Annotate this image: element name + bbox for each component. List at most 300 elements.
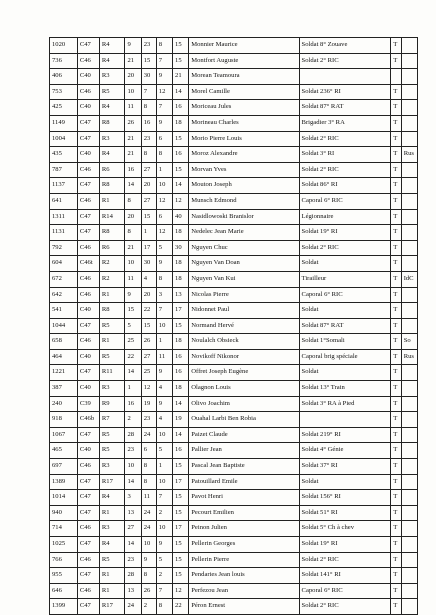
table-row <box>50 69 418 85</box>
origin-note-cell <box>401 303 417 319</box>
table-row <box>50 349 418 365</box>
value-b-cell: 4 <box>141 271 156 287</box>
value-c-cell: 9 <box>156 396 172 412</box>
value-c-cell: 10 <box>156 318 172 334</box>
value-d-cell: 18 <box>173 225 189 241</box>
rank-unit-cell: Soldat 8° Zouave <box>299 38 391 54</box>
soldier-name-cell: Morio Pierre Louis <box>189 131 299 147</box>
origin-note-cell <box>401 599 417 615</box>
soldier-name-cell: Normand Hervé <box>189 318 299 334</box>
value-c-cell: 7 <box>156 303 172 319</box>
t-mark-cell: T <box>391 521 401 537</box>
value-d-cell: 12 <box>173 583 189 599</box>
row-code-cell: R5 <box>99 552 125 568</box>
value-d-cell: 18 <box>173 271 189 287</box>
row-code-cell: R5 <box>99 84 125 100</box>
origin-note-cell <box>401 474 417 490</box>
t-mark-cell: T <box>391 552 401 568</box>
table-row <box>50 115 418 131</box>
row-code-cell: R5 <box>99 318 125 334</box>
value-c-cell: 9 <box>156 256 172 272</box>
row-code-cell: R11 <box>99 365 125 381</box>
value-b-cell: 27 <box>141 193 156 209</box>
rank-unit-cell: Soldat 219° RI <box>299 427 391 443</box>
rank-unit-cell: Soldat <box>299 474 391 490</box>
value-d-cell: 18 <box>173 115 189 131</box>
t-mark-cell: T <box>391 396 401 412</box>
row-code-cell: R6 <box>99 240 125 256</box>
t-mark-cell: T <box>391 443 401 459</box>
table-row <box>50 381 418 397</box>
cemetery-code-cell: C46 <box>77 84 99 100</box>
row-code-cell: R4 <box>99 53 125 69</box>
grave-number-cell: 541 <box>50 303 78 319</box>
cemetery-code-cell: C46 <box>77 162 99 178</box>
row-code-cell: R1 <box>99 568 125 584</box>
grave-number-cell: 714 <box>50 521 78 537</box>
soldier-name-cell: Morel Camille <box>189 84 299 100</box>
origin-note-cell <box>401 490 417 506</box>
rank-unit-cell: Soldat 87° RAT <box>299 318 391 334</box>
grave-number-cell: 1311 <box>50 209 78 225</box>
t-mark-cell: T <box>391 318 401 334</box>
row-code-cell: R17 <box>99 599 125 615</box>
rank-unit-cell: Soldat 2° RIC <box>299 240 391 256</box>
cemetery-code-cell: C47 <box>77 599 99 615</box>
grave-number-cell: 1067 <box>50 427 78 443</box>
value-b-cell: 6 <box>141 443 156 459</box>
table-row <box>50 334 418 350</box>
value-c-cell: 4 <box>156 381 172 397</box>
value-a-cell: 28 <box>125 568 141 584</box>
rank-unit-cell: Soldat 2° RIC <box>299 599 391 615</box>
origin-note-cell: So <box>401 334 417 350</box>
grave-number-cell: 1137 <box>50 178 78 194</box>
origin-note-cell <box>401 84 417 100</box>
grave-number-cell: 406 <box>50 69 78 85</box>
value-d-cell: 30 <box>173 240 189 256</box>
value-c-cell: 1 <box>156 162 172 178</box>
origin-note-cell <box>401 100 417 116</box>
cemetery-code-cell: C40 <box>77 100 99 116</box>
rank-unit-cell: Soldat <box>299 365 391 381</box>
soldier-name-cell: Nasidlowoski Branislor <box>189 209 299 225</box>
value-d-cell: 21 <box>173 69 189 85</box>
value-b-cell: 2 <box>141 599 156 615</box>
row-code-cell: R4 <box>99 490 125 506</box>
rank-unit-cell: Soldat 141° RI <box>299 568 391 584</box>
row-code-cell: R17 <box>99 474 125 490</box>
row-code-cell: R3 <box>99 521 125 537</box>
soldier-name-cell: Montfort Auguste <box>189 53 299 69</box>
row-code-cell: R2 <box>99 271 125 287</box>
cemetery-code-cell: C46 <box>77 193 99 209</box>
value-c-cell: 8 <box>156 38 172 54</box>
rank-unit-cell: Soldat <box>299 256 391 272</box>
soldier-name-cell: Nguyen Van Doan <box>189 256 299 272</box>
value-b-cell: 30 <box>141 256 156 272</box>
soldier-name-cell: Pendaries Jean louis <box>189 568 299 584</box>
table-row <box>50 568 418 584</box>
cemetery-code-cell: C46 <box>77 521 99 537</box>
rank-unit-cell <box>299 412 391 428</box>
value-a-cell: 20 <box>125 69 141 85</box>
grave-number-cell: 642 <box>50 287 78 303</box>
t-mark-cell: T <box>391 537 401 553</box>
value-b-cell: 15 <box>141 209 156 225</box>
value-c-cell: 1 <box>156 334 172 350</box>
t-mark-cell: T <box>391 240 401 256</box>
cemetery-code-cell: C46 <box>77 334 99 350</box>
cemetery-code-cell: C47 <box>77 537 99 553</box>
row-code-cell: R4 <box>99 100 125 116</box>
soldier-name-cell: Pellerin Pierre <box>189 552 299 568</box>
origin-note-cell: IdC <box>401 271 417 287</box>
row-code-cell: R7 <box>99 412 125 428</box>
t-mark-cell: T <box>391 84 401 100</box>
t-mark-cell: T <box>391 162 401 178</box>
cemetery-code-cell: C47 <box>77 365 99 381</box>
grave-number-cell: 465 <box>50 443 78 459</box>
origin-note-cell <box>401 115 417 131</box>
value-c-cell: 12 <box>156 225 172 241</box>
soldier-name-cell: Noulalch Obsieck <box>189 334 299 350</box>
row-code-cell: R2 <box>99 256 125 272</box>
value-c-cell: 12 <box>156 84 172 100</box>
table-row <box>50 256 418 272</box>
origin-note-cell <box>401 225 417 241</box>
t-mark-cell: T <box>391 365 401 381</box>
origin-note-cell <box>401 38 417 54</box>
cemetery-code-cell: C47 <box>77 427 99 443</box>
value-d-cell: 14 <box>173 396 189 412</box>
table-row <box>50 490 418 506</box>
value-a-cell: 16 <box>125 396 141 412</box>
value-a-cell: 14 <box>125 178 141 194</box>
soldier-name-cell: Morvan Yves <box>189 162 299 178</box>
value-a-cell: 15 <box>125 303 141 319</box>
value-b-cell: 12 <box>141 381 156 397</box>
grave-number-cell: 792 <box>50 240 78 256</box>
value-d-cell: 15 <box>173 505 189 521</box>
origin-note-cell <box>401 256 417 272</box>
value-c-cell: 2 <box>156 568 172 584</box>
cemetery-code-cell: C47 <box>77 568 99 584</box>
row-code-cell: R9 <box>99 396 125 412</box>
value-c-cell: 5 <box>156 443 172 459</box>
table-row <box>50 84 418 100</box>
row-code-cell: R3 <box>99 131 125 147</box>
table-row <box>50 100 418 116</box>
value-d-cell: 15 <box>173 318 189 334</box>
grave-number-cell: 1014 <box>50 490 78 506</box>
grave-number-cell: 464 <box>50 349 78 365</box>
rank-unit-cell: Soldat 156° RI <box>299 490 391 506</box>
origin-note-cell <box>401 381 417 397</box>
table-row <box>50 178 418 194</box>
rank-unit-cell: Soldat 236° RI <box>299 84 391 100</box>
origin-note-cell <box>401 459 417 475</box>
value-b-cell: 8 <box>141 459 156 475</box>
value-b-cell: 8 <box>141 474 156 490</box>
grave-number-cell: 646 <box>50 583 78 599</box>
value-a-cell: 16 <box>125 162 141 178</box>
value-b-cell: 15 <box>141 318 156 334</box>
origin-note-cell <box>401 537 417 553</box>
origin-note-cell <box>401 412 417 428</box>
rank-unit-cell: Soldat 37° RI <box>299 459 391 475</box>
value-d-cell: 14 <box>173 178 189 194</box>
value-a-cell: 9 <box>125 287 141 303</box>
origin-note-cell <box>401 365 417 381</box>
value-d-cell: 17 <box>173 474 189 490</box>
value-b-cell: 26 <box>141 583 156 599</box>
value-a-cell: 21 <box>125 240 141 256</box>
row-code-cell: R1 <box>99 505 125 521</box>
grave-number-cell: 1399 <box>50 599 78 615</box>
t-mark-cell: T <box>391 303 401 319</box>
cemetery-code-cell: C46 <box>77 271 99 287</box>
value-d-cell: 15 <box>173 552 189 568</box>
value-d-cell: 16 <box>173 349 189 365</box>
rank-unit-cell: Caporal brig spéciale <box>299 349 391 365</box>
value-c-cell: 7 <box>156 490 172 506</box>
value-a-cell: 10 <box>125 84 141 100</box>
row-code-cell: R1 <box>99 287 125 303</box>
value-b-cell: 22 <box>141 303 156 319</box>
origin-note-cell <box>401 505 417 521</box>
cemetery-code-cell: C46b <box>77 412 99 428</box>
value-d-cell: 17 <box>173 521 189 537</box>
value-a-cell: 8 <box>125 193 141 209</box>
cemetery-code-cell: C47 <box>77 209 99 225</box>
t-mark-cell: T <box>391 599 401 615</box>
value-a-cell: 13 <box>125 505 141 521</box>
origin-note-cell <box>401 583 417 599</box>
rank-unit-cell: Soldat 3° RA à Pied <box>299 396 391 412</box>
soldier-name-cell: Moroz Alexandre <box>189 147 299 163</box>
value-a-cell: 21 <box>125 131 141 147</box>
value-c-cell: 9 <box>156 537 172 553</box>
value-b-cell: 8 <box>141 568 156 584</box>
value-c-cell: 6 <box>156 131 172 147</box>
row-code-cell: R6 <box>99 162 125 178</box>
cemetery-code-cell: C40 <box>77 381 99 397</box>
value-a-cell: 23 <box>125 552 141 568</box>
table-row <box>50 318 418 334</box>
value-d-cell: 12 <box>173 193 189 209</box>
value-a-cell: 28 <box>125 427 141 443</box>
value-d-cell: 18 <box>173 334 189 350</box>
value-b-cell: 24 <box>141 505 156 521</box>
t-mark-cell: T <box>391 583 401 599</box>
t-mark-cell: T <box>391 115 401 131</box>
value-b-cell: 30 <box>141 69 156 85</box>
rank-unit-cell: Soldat 3° RI <box>299 147 391 163</box>
origin-note-cell <box>401 69 417 85</box>
value-a-cell: 21 <box>125 53 141 69</box>
origin-note-cell <box>401 521 417 537</box>
value-a-cell: 25 <box>125 334 141 350</box>
table-row <box>50 240 418 256</box>
row-code-cell: R1 <box>99 193 125 209</box>
value-d-cell: 16 <box>173 147 189 163</box>
value-a-cell: 23 <box>125 443 141 459</box>
value-d-cell: 15 <box>173 162 189 178</box>
table-row <box>50 583 418 599</box>
t-mark-cell: T <box>391 568 401 584</box>
value-c-cell: 11 <box>156 349 172 365</box>
value-a-cell: 14 <box>125 365 141 381</box>
cemetery-code-cell: C47 <box>77 490 99 506</box>
soldier-name-cell: Moriceau Jules <box>189 100 299 116</box>
cemetery-code-cell: C39 <box>77 396 99 412</box>
origin-note-cell <box>401 443 417 459</box>
value-c-cell: 9 <box>156 115 172 131</box>
grave-number-cell: 240 <box>50 396 78 412</box>
origin-note-cell <box>401 162 417 178</box>
grave-number-cell: 658 <box>50 334 78 350</box>
value-b-cell: 16 <box>141 115 156 131</box>
value-d-cell: 40 <box>173 209 189 225</box>
cemetery-code-cell: C47 <box>77 131 99 147</box>
cemetery-code-cell: C40 <box>77 443 99 459</box>
value-a-cell: 21 <box>125 147 141 163</box>
value-d-cell: 15 <box>173 459 189 475</box>
value-a-cell: 11 <box>125 271 141 287</box>
value-d-cell: 15 <box>173 568 189 584</box>
row-code-cell: R4 <box>99 147 125 163</box>
value-b-cell: 27 <box>141 162 156 178</box>
grave-number-cell: 697 <box>50 459 78 475</box>
soldier-name-cell: Nidonnet Paul <box>189 303 299 319</box>
t-mark-cell <box>391 69 401 85</box>
soldier-name-cell: Nguyen Van Kui <box>189 271 299 287</box>
table-row <box>50 303 418 319</box>
value-a-cell: 8 <box>125 225 141 241</box>
value-b-cell: 9 <box>141 552 156 568</box>
soldier-name-cell: Nguyen Chuc <box>189 240 299 256</box>
t-mark-cell: T <box>391 349 401 365</box>
value-d-cell: 19 <box>173 412 189 428</box>
table-row <box>50 474 418 490</box>
origin-note-cell: Rus <box>401 349 417 365</box>
origin-note-cell <box>401 318 417 334</box>
t-mark-cell: T <box>391 100 401 116</box>
soldier-name-cell: Pascal Jean Baptiste <box>189 459 299 475</box>
value-c-cell: 10 <box>156 427 172 443</box>
row-code-cell: R4 <box>99 38 125 54</box>
row-code-cell: R5 <box>99 349 125 365</box>
value-c-cell: 10 <box>156 178 172 194</box>
soldier-name-cell: Monnier Maurice <box>189 38 299 54</box>
rank-unit-cell: Soldat 19° RI <box>299 225 391 241</box>
value-b-cell: 20 <box>141 178 156 194</box>
value-a-cell: 9 <box>125 38 141 54</box>
origin-note-cell <box>401 396 417 412</box>
rank-unit-cell: Soldat 13° Train <box>299 381 391 397</box>
rank-unit-cell: Soldat 2° RIC <box>299 162 391 178</box>
cemetery-code-cell: C46 <box>77 240 99 256</box>
table-row <box>50 209 418 225</box>
value-d-cell: 16 <box>173 443 189 459</box>
cemetery-code-cell: C47 <box>77 318 99 334</box>
value-c-cell: 8 <box>156 599 172 615</box>
t-mark-cell: T <box>391 412 401 428</box>
row-code-cell: R1 <box>99 334 125 350</box>
soldier-name-cell: Péron Ernest <box>189 599 299 615</box>
origin-note-cell <box>401 53 417 69</box>
origin-note-cell <box>401 568 417 584</box>
t-mark-cell: T <box>391 490 401 506</box>
t-mark-cell: T <box>391 459 401 475</box>
soldier-name-cell: Pellerin Georges <box>189 537 299 553</box>
grave-number-cell: 1004 <box>50 131 78 147</box>
table-row <box>50 443 418 459</box>
value-b-cell: 10 <box>141 537 156 553</box>
grave-number-cell: 1044 <box>50 318 78 334</box>
soldier-name-cell: Morineau Charles <box>189 115 299 131</box>
t-mark-cell: T <box>391 505 401 521</box>
t-mark-cell: T <box>391 287 401 303</box>
rank-unit-cell: Caporal 6° RIC <box>299 193 391 209</box>
soldier-name-cell: Pallier Jean <box>189 443 299 459</box>
soldier-name-cell: Nicolas Pierre <box>189 287 299 303</box>
value-d-cell: 13 <box>173 287 189 303</box>
soldier-name-cell: Morean Teamoura <box>189 69 299 85</box>
grave-number-cell: 766 <box>50 552 78 568</box>
grave-number-cell: 753 <box>50 84 78 100</box>
value-b-cell: 15 <box>141 53 156 69</box>
rank-unit-cell: Soldat 87° RAT <box>299 100 391 116</box>
origin-note-cell <box>401 193 417 209</box>
value-b-cell: 27 <box>141 349 156 365</box>
value-b-cell: 8 <box>141 147 156 163</box>
origin-note-cell <box>401 209 417 225</box>
soldier-name-cell: Novikoff Nikonor <box>189 349 299 365</box>
table-row <box>50 537 418 553</box>
value-c-cell: 2 <box>156 505 172 521</box>
cemetery-code-cell: C47 <box>77 178 99 194</box>
rank-unit-cell: Soldat 2° RIC <box>299 53 391 69</box>
table-row <box>50 162 418 178</box>
t-mark-cell: T <box>391 381 401 397</box>
value-c-cell: 10 <box>156 521 172 537</box>
t-mark-cell: T <box>391 38 401 54</box>
value-c-cell: 6 <box>156 209 172 225</box>
grave-number-cell: 435 <box>50 147 78 163</box>
grave-number-cell: 1221 <box>50 365 78 381</box>
t-mark-cell: T <box>391 256 401 272</box>
soldier-name-cell: Pavot Henri <box>189 490 299 506</box>
table-row <box>50 427 418 443</box>
row-code-cell: R4 <box>99 537 125 553</box>
cemetery-code-cell: C46 <box>77 552 99 568</box>
table-row <box>50 271 418 287</box>
value-a-cell: 1 <box>125 381 141 397</box>
value-b-cell: 17 <box>141 240 156 256</box>
cemetery-code-cell: C40 <box>77 349 99 365</box>
value-b-cell: 23 <box>141 412 156 428</box>
value-b-cell: 24 <box>141 427 156 443</box>
cemetery-code-cell: C46 <box>77 583 99 599</box>
value-b-cell: 25 <box>141 365 156 381</box>
row-code-cell: R14 <box>99 209 125 225</box>
t-mark-cell: T <box>391 147 401 163</box>
soldier-name-cell: Patouillard Emile <box>189 474 299 490</box>
soldier-name-cell: Pecourt Emilien <box>189 505 299 521</box>
t-mark-cell: T <box>391 474 401 490</box>
